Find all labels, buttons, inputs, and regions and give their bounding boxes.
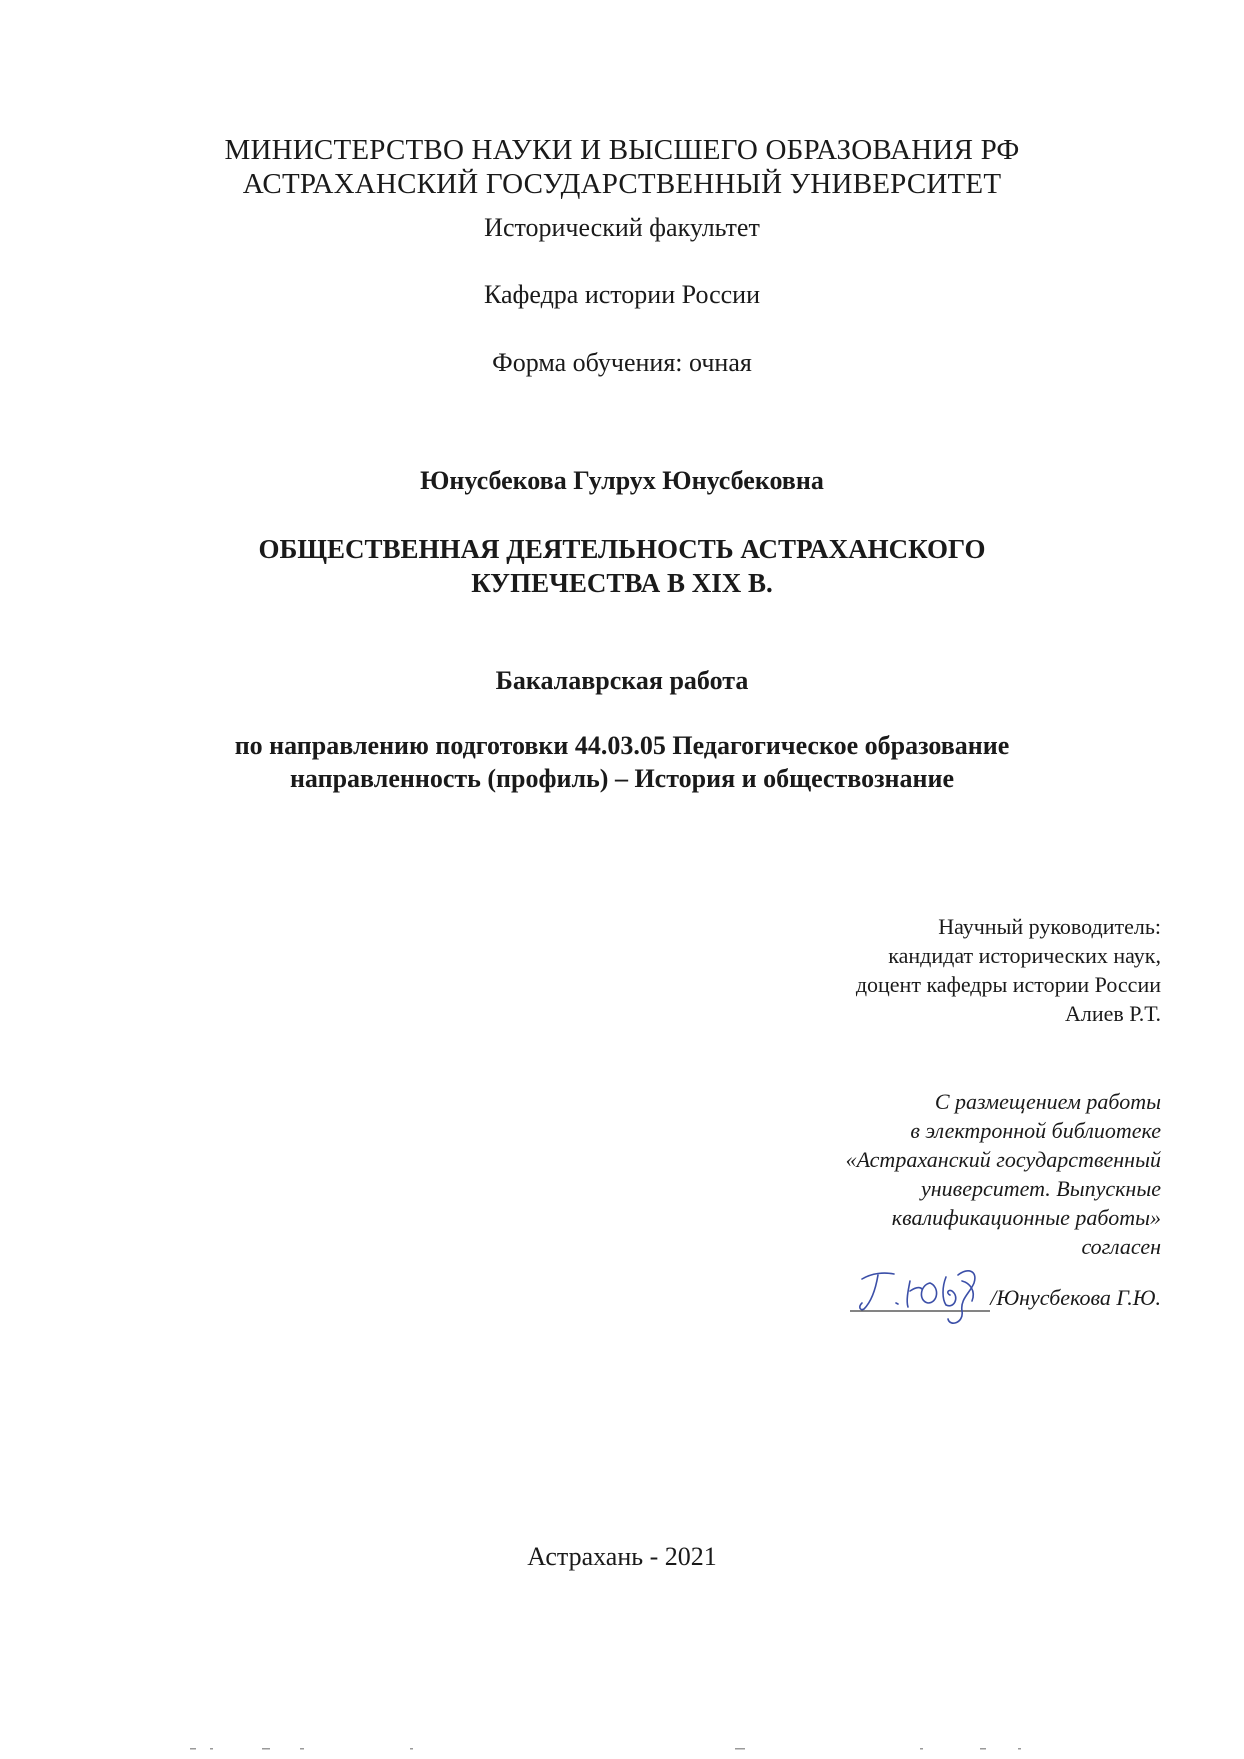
handwritten-signature	[850, 1265, 990, 1315]
direction-line2: направленность (профиль) – История и обществознание	[289, 764, 955, 793]
signature-row	[850, 1265, 1161, 1315]
university-heading: АСТРАХАНСКИЙ ГОСУДАРСТВЕННЫЙ УНИВЕРСИТЕТ	[242, 168, 1002, 200]
direction-line1: по направлению подготовки 44.03.05 Педагогическое образование	[234, 731, 1010, 760]
thesis-type: Бакалаврская работа	[495, 666, 749, 695]
department-label: Кафедра истории России	[483, 280, 761, 309]
supervisor-degree: кандидат исторических наук,	[888, 943, 1161, 968]
consent-line5: квалификационные работы»	[891, 1205, 1161, 1230]
study-form-label: Форма обучения: очная	[492, 348, 752, 377]
supervisor-position: доцент кафедры истории России	[855, 972, 1161, 997]
signer-name: /Юнусбекова Г.Ю.	[990, 1285, 1161, 1310]
thesis-title-line1: ОБЩЕСТВЕННАЯ ДЕЯТЕЛЬНОСТЬ АСТРАХАНСКОГО	[258, 534, 986, 564]
thesis-title-line2: КУПЕЧЕСТВА В XIX В.	[471, 568, 773, 598]
consent-line1: С размещением работы	[934, 1089, 1161, 1114]
consent-line3: «Астраханский государственный	[845, 1147, 1161, 1172]
city-year: Астрахань - 2021	[527, 1542, 717, 1571]
ministry-heading: МИНИСТЕРСТВО НАУКИ И ВЫСШЕГО ОБРАЗОВАНИЯ РФ	[224, 134, 1020, 166]
consent-block	[846, 1087, 1161, 1261]
author-name: Юнусбекова Гулрух Юнусбековна	[420, 466, 824, 495]
supervisor-block	[856, 912, 1161, 1028]
consent-line6: согласен	[1081, 1234, 1161, 1259]
supervisor-name: Алиев Р.Т.	[1064, 1001, 1161, 1026]
scan-edge-noise	[0, 1740, 1244, 1759]
consent-line4: университет. Выпускные	[920, 1176, 1161, 1201]
consent-line2: в электронной библиотеке	[910, 1118, 1161, 1143]
faculty-label: Исторический факультет	[484, 213, 760, 242]
supervisor-label: Научный руководитель:	[938, 914, 1161, 939]
